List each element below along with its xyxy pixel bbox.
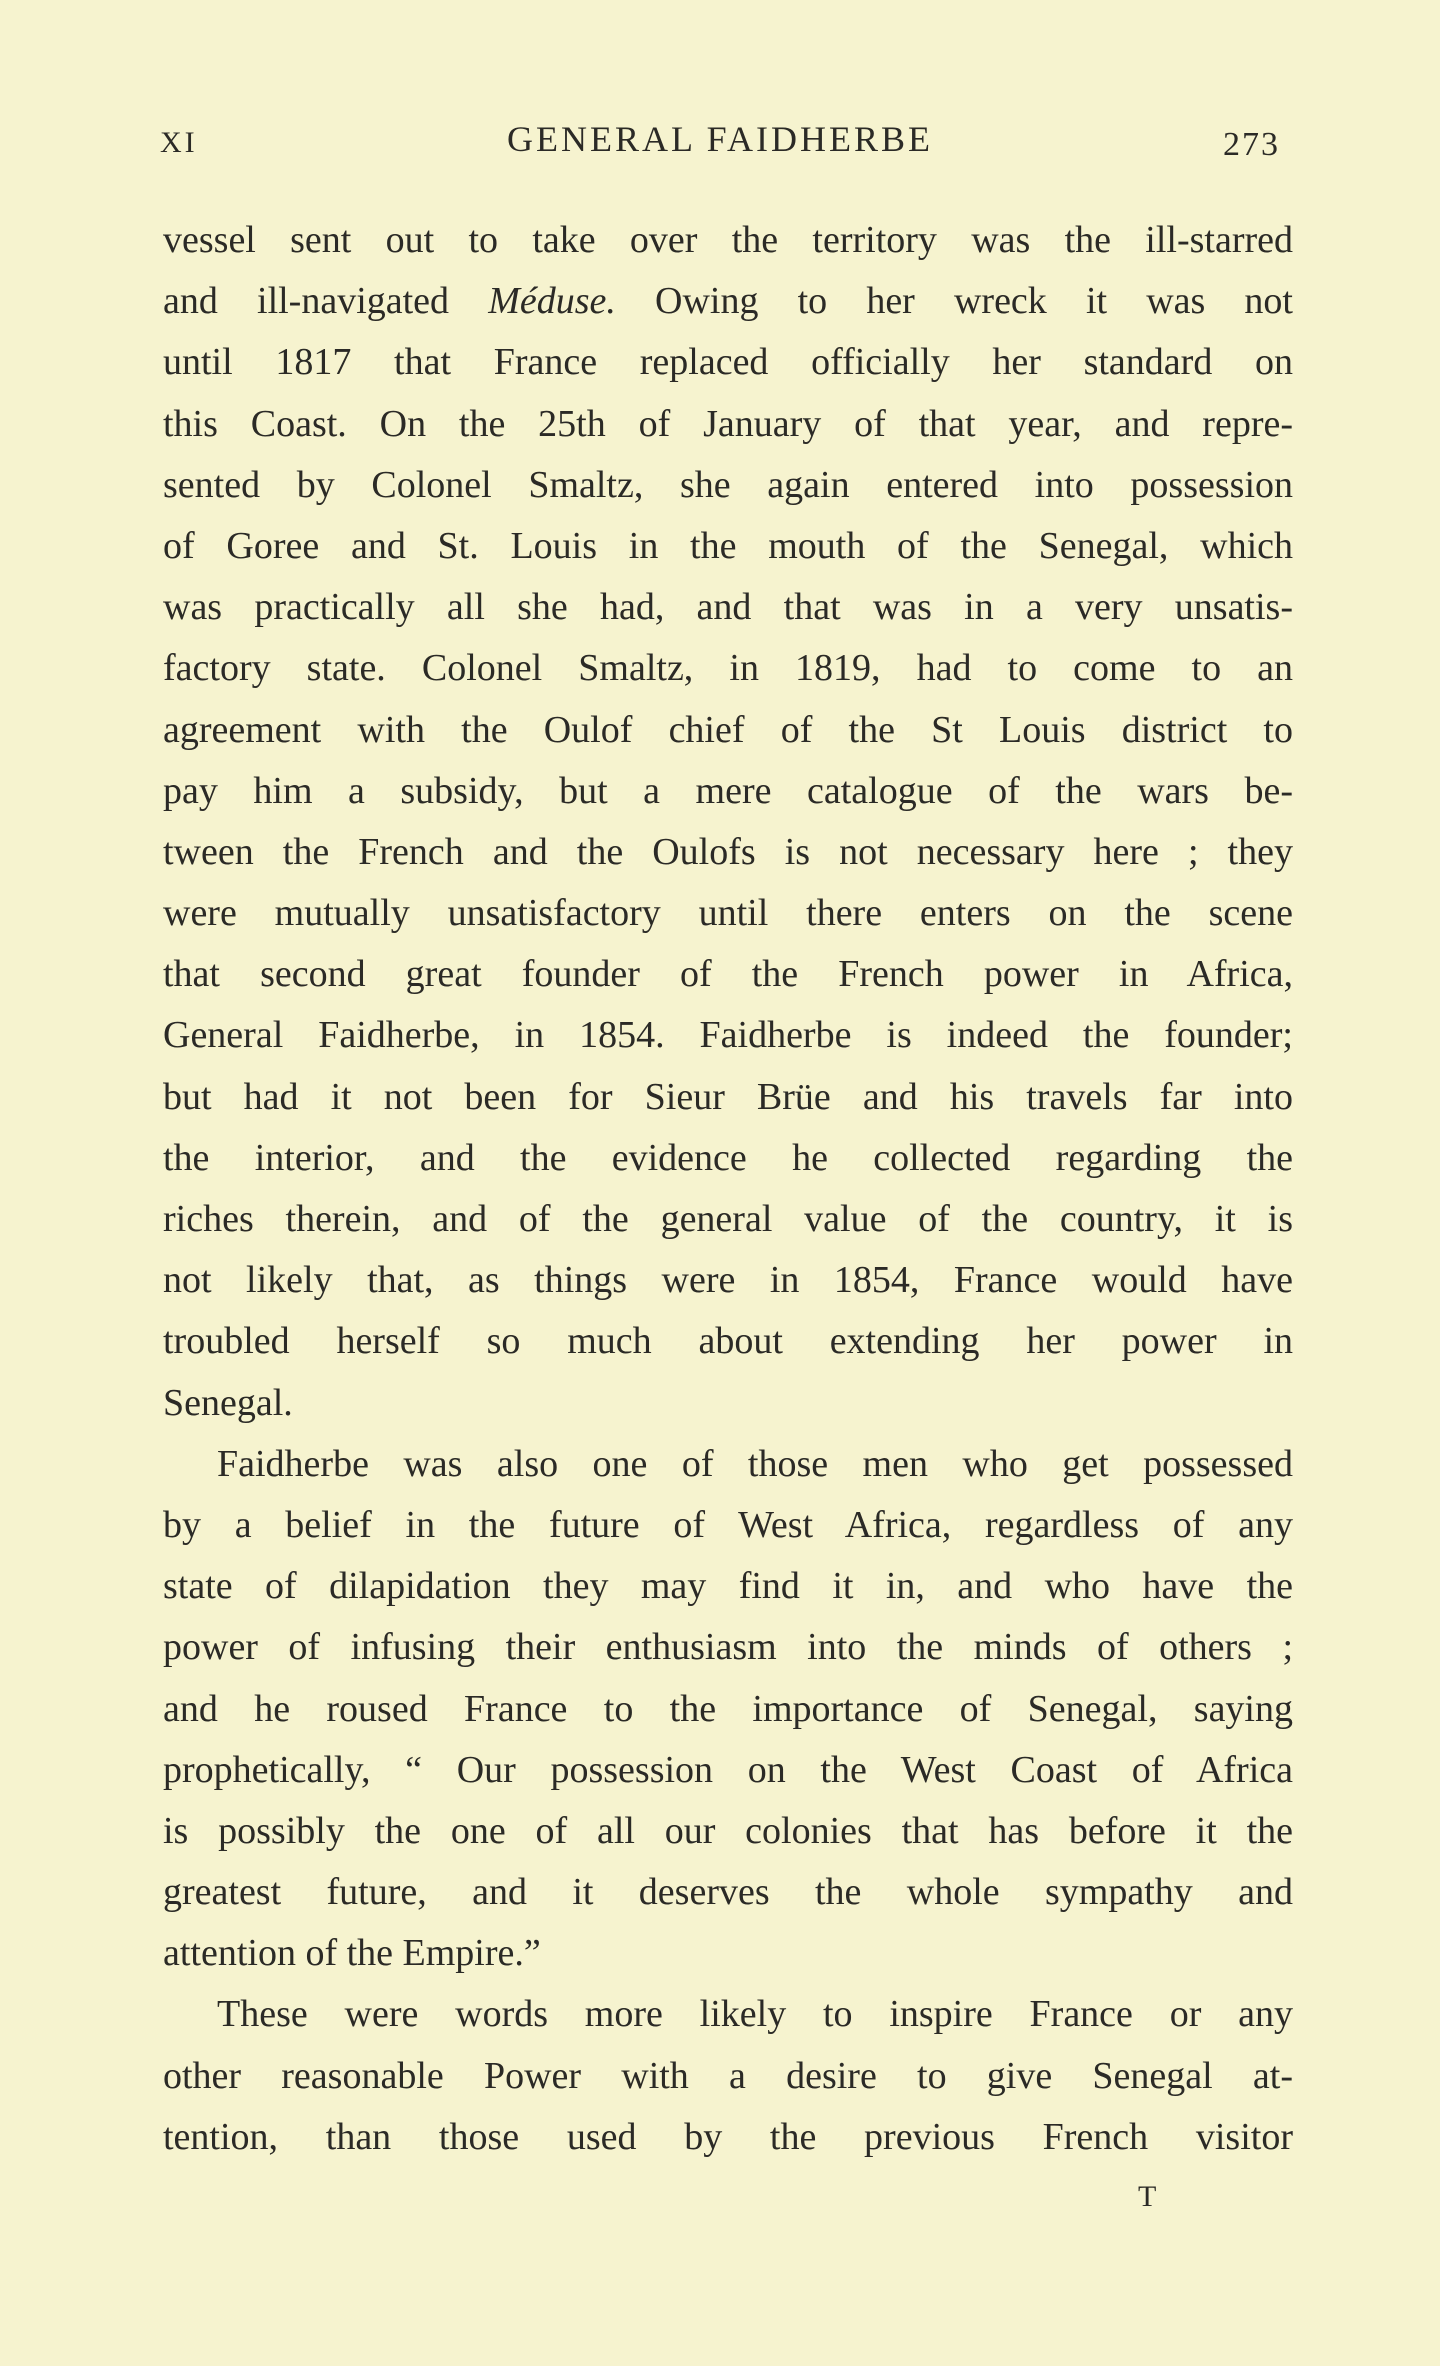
text-line: and ill-navigated Méduse. Owing to her wreck it was not [163,280,1293,323]
text-line: that second great founder of the French power in Africa, [163,953,1293,996]
ship-name: Méduse. [488,280,616,323]
text-line: These were words more likely to inspire France or any [217,1993,1293,2036]
text-line: General Faidherbe, in 1854. Faidherbe is indeed the founder; [163,1014,1293,1057]
text-line: was practically all she had, and that was in a very unsatis- [163,586,1293,629]
text-line: tween the French and the Oulofs is not necessary here ; they [163,830,1293,873]
text-line: the interior, and the evidence he collected regarding the [163,1136,1293,1179]
signature-mark: T [1138,2180,1158,2213]
text-line: prophetically, “ Our possession on the West Coast of Africa [163,1748,1293,1791]
text-line: by a belief in the future of West Africa, regardless of any [163,1503,1293,1546]
text-line: power of infusing their enthusiasm into the minds of others ; [163,1626,1293,1669]
text-line: is possibly the one of all our colonies that has before it the [163,1809,1293,1852]
text-line: Senegal. [163,1381,293,1424]
text-line: riches therein, and of the general value of the country, it is [163,1198,1293,1240]
text-line: sented by Colonel Smaltz, she again entered into possession [163,463,1293,506]
text-line: not likely that, as things were in 1854, France would have [163,1259,1293,1302]
text-line: other reasonable Power with a desire to give Senegal at- [163,2054,1293,2097]
text-line: Faidherbe was also one of those men who get possessed [217,1442,1293,1485]
text-line: were mutually unsatisfactory until there enters on the scene [163,892,1293,935]
chapter-number: XI [160,126,198,159]
text-line: this Coast. On the 25th of January of that year, and repre- [163,402,1293,445]
text-line: but had it not been for Sieur Brüe and his travels far into [163,1075,1293,1118]
running-head [160,118,1280,168]
text-line: of Goree and St. Louis in the mouth of the Senegal, which [163,524,1293,567]
text-line: until 1817 that France replaced officially her standard on [163,341,1293,384]
text-line: greatest future, and it deserves the whole sympathy and [163,1871,1293,1914]
text-line: attention of the Empire.” [163,1932,541,1975]
text-line: and he roused France to the importance of Senegal, saying [163,1687,1293,1730]
text-line: vessel sent out to take over the territory was the ill-starred [163,219,1293,261]
text-line: tention, than those used by the previous French visitor [163,2115,1293,2158]
page-number: 273 [1223,126,1280,163]
text-line: state of dilapidation they may find it in, and who have the [163,1565,1293,1608]
text-line: factory state. Colonel Smaltz, in 1819, had to come to an [163,647,1293,690]
body-text [163,210,1293,2168]
text-line: troubled herself so much about extending her power in [163,1320,1293,1363]
running-title: GENERAL FAIDHERBE [507,119,933,159]
text-line: pay him a subsidy, but a mere catalogue of the wars be- [163,769,1293,812]
text-line: agreement with the Oulof chief of the St Louis district to [163,708,1293,751]
